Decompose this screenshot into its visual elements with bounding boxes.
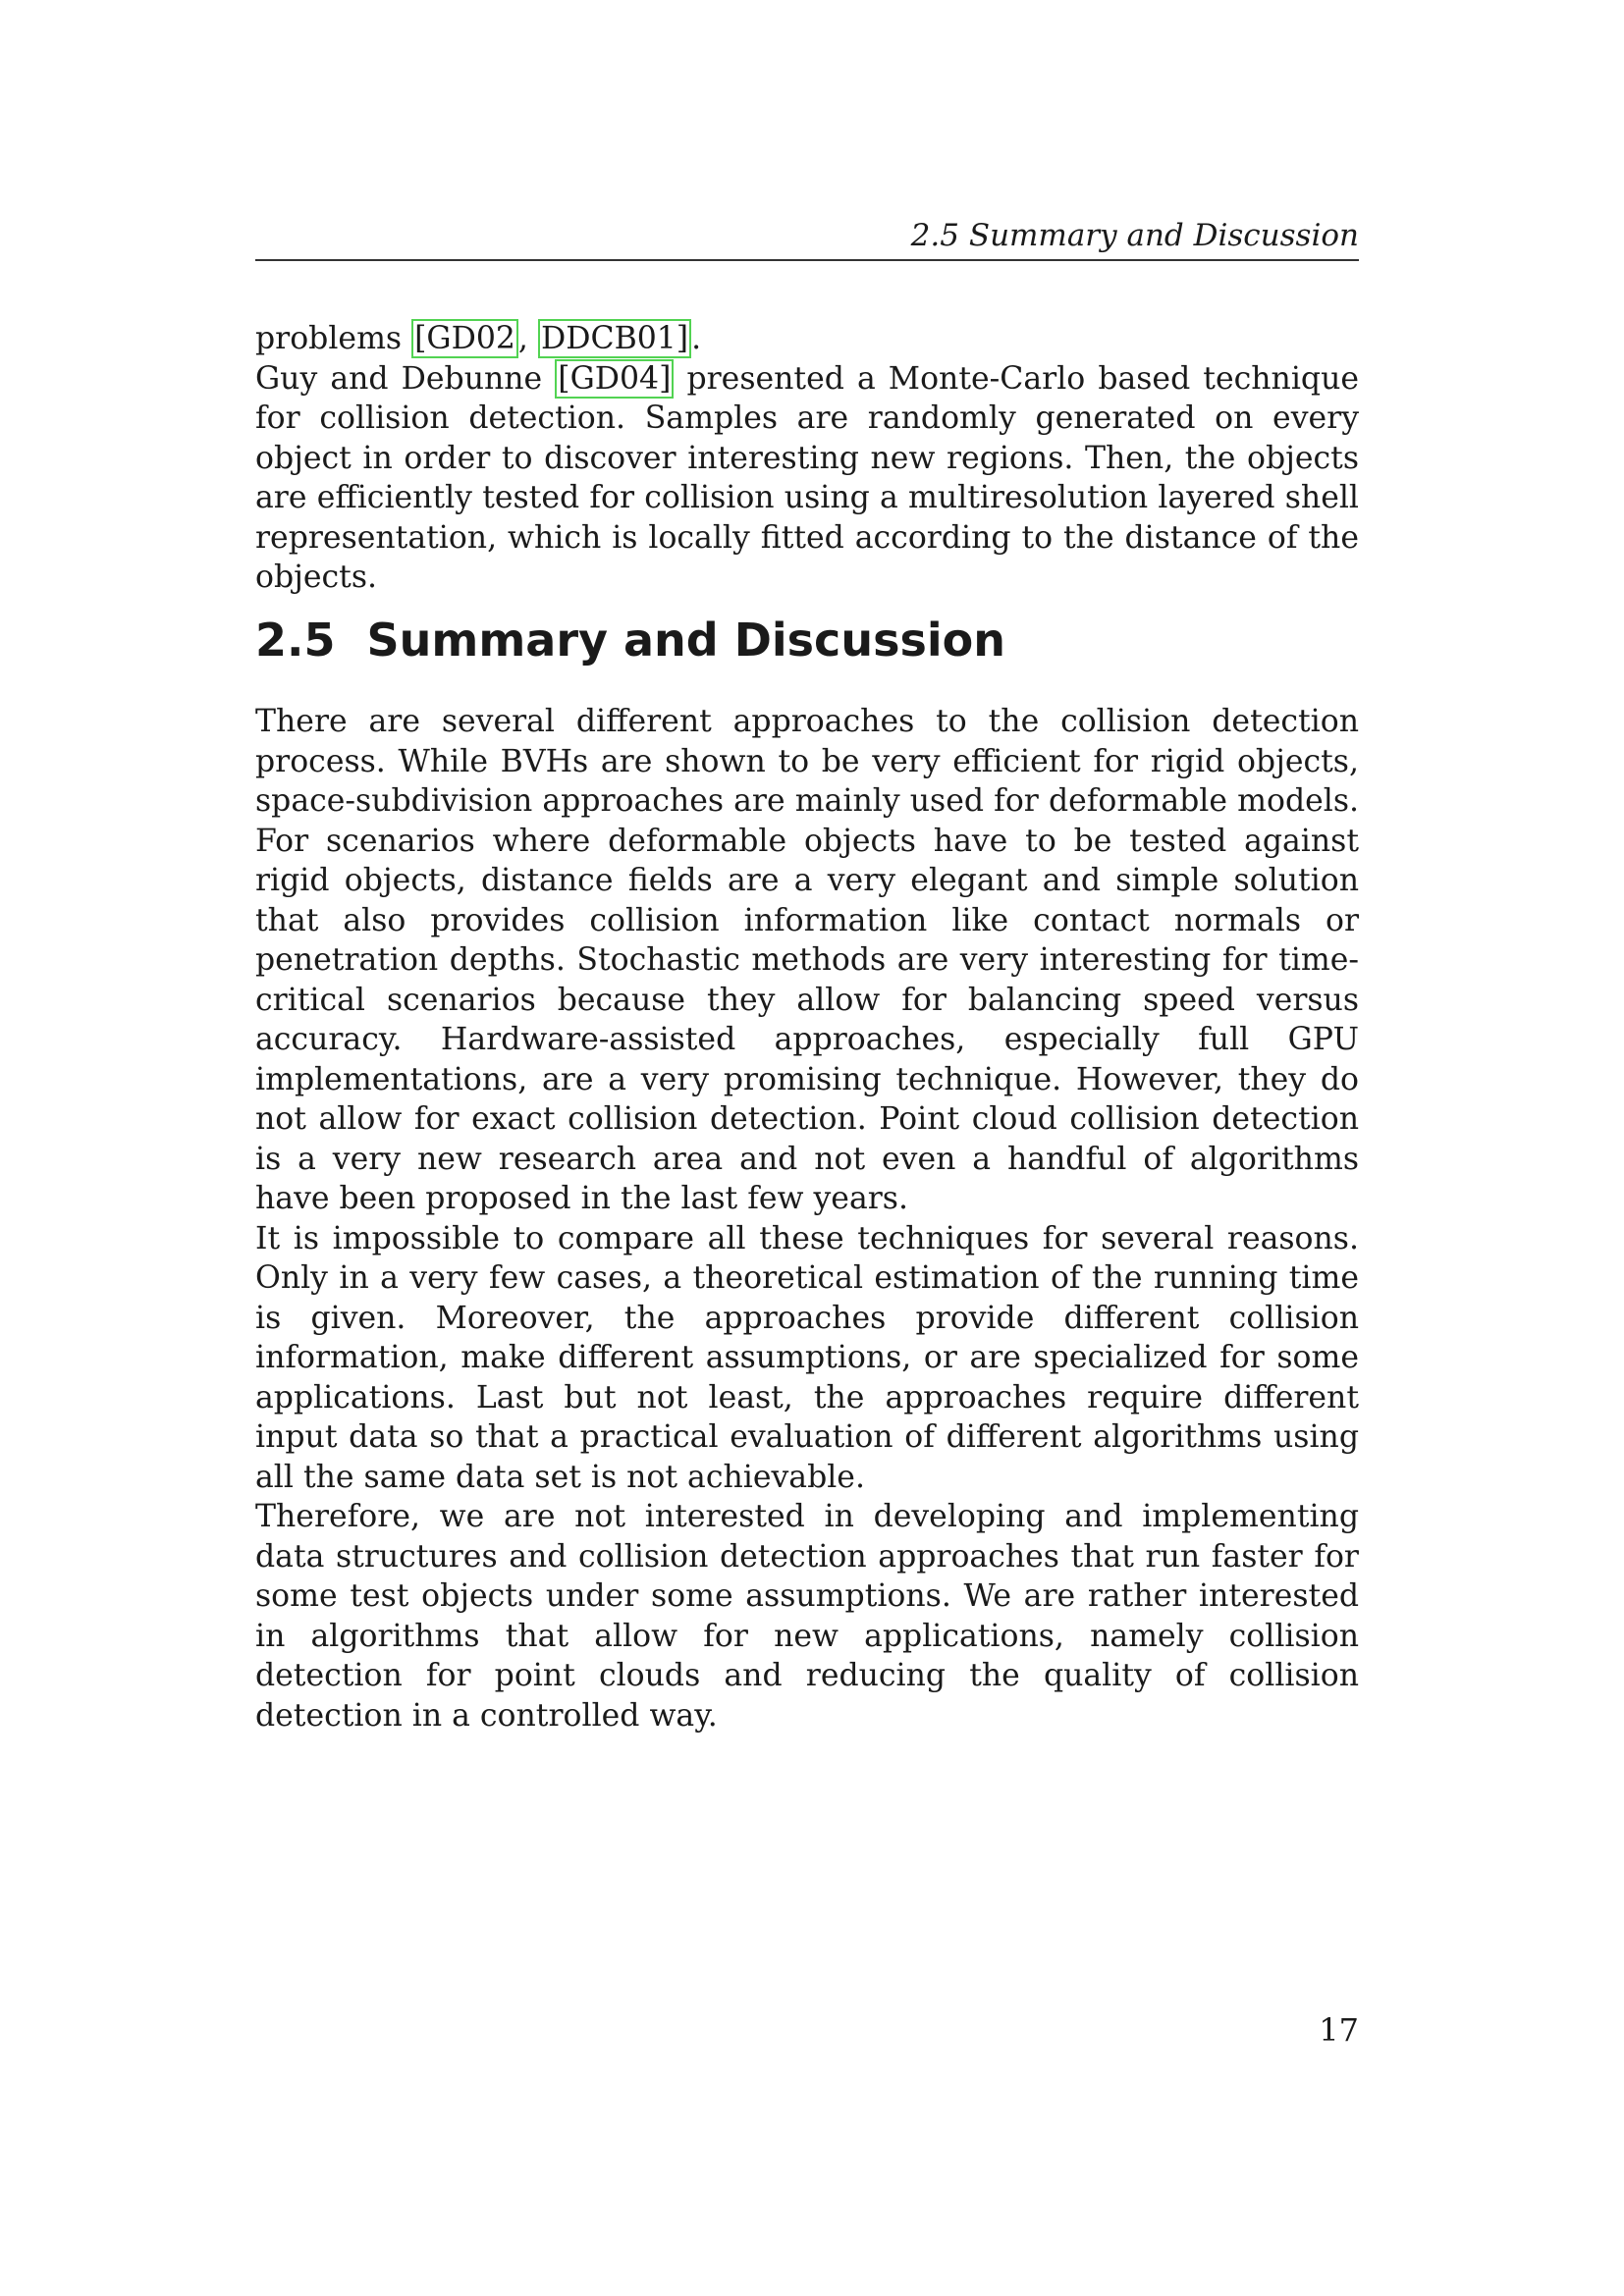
citation-gd04[interactable]: [GD04] bbox=[555, 359, 674, 399]
section-body bbox=[255, 702, 1359, 1735]
header-rule bbox=[255, 259, 1359, 261]
citation-gd02[interactable]: [GD02 bbox=[411, 319, 518, 358]
intro-p2-start: Guy and Debunne bbox=[255, 360, 556, 397]
section-paragraph-2: It is impossible to compare all these techniques for several reasons. Only in a very few cases, a theoretical estimation of the running time is given. Moreover, the approaches provide different collision information, make different assumptions, or are specialized for some applications. Last but not least, the approaches require different input data so that a practical evaluation of different algorithms using all the same data set is not achievable. bbox=[255, 1220, 1359, 1495]
running-header: 2.5 Summary and Discussion bbox=[910, 218, 1359, 253]
intro-p1-end: . bbox=[691, 321, 702, 356]
section-paragraph-1: There are several different approaches to the collision detection process. While BVHs are shown to be very efficient for rigid objects, space-subdivision approaches are mainly used for deformable models. For scenarios where deformable objects have to be tested against rigid objects, distance fields are a very elegant and simple solution that also provides collision information like contact normals or penetration depths. Stochastic methods are very interesting for time-critical scenarios because they allow for balancing speed versus accuracy. Hardware-assisted approaches, especially full GPU implementations, are a very promising technique. However, they do not allow for exact collision detection. Point cloud collision detection is a very new research area and not even a handful of algorithms have been proposed in the last few years. bbox=[255, 704, 1359, 1216]
section-number: 2.5 bbox=[255, 614, 336, 667]
citation-separator: , bbox=[517, 321, 538, 356]
intro-paragraph-1 bbox=[255, 319, 1359, 359]
intro-paragraph-2 bbox=[255, 359, 1359, 598]
intro-p2-rest: presented a Monte-Carlo based technique for collision detection. Samples are randomly generated on every object in order to discover interesting new regions. Then, the objects are efficiently tested for collision using a multiresolution layered shell representation, which is locally fitted according to the distance of the objects. bbox=[255, 360, 1359, 595]
section-title: Summary and Discussion bbox=[366, 614, 1005, 667]
section-heading bbox=[255, 611, 1359, 669]
intro-text bbox=[255, 319, 1359, 598]
intro-p1-text: problems bbox=[255, 321, 412, 356]
citation-ddcb01[interactable]: DDCB01] bbox=[538, 319, 691, 358]
section-paragraph-3: Therefore, we are not interested in developing and implementing data structures and collision detection approaches that run faster for some test objects under some assumptions. We are rather interested in algorithms that allow for new applications, namely collision detection for point clouds and reducing the quality of collision detection in a controlled way. bbox=[255, 1499, 1359, 1734]
page-number: 17 bbox=[1319, 2011, 1359, 2049]
